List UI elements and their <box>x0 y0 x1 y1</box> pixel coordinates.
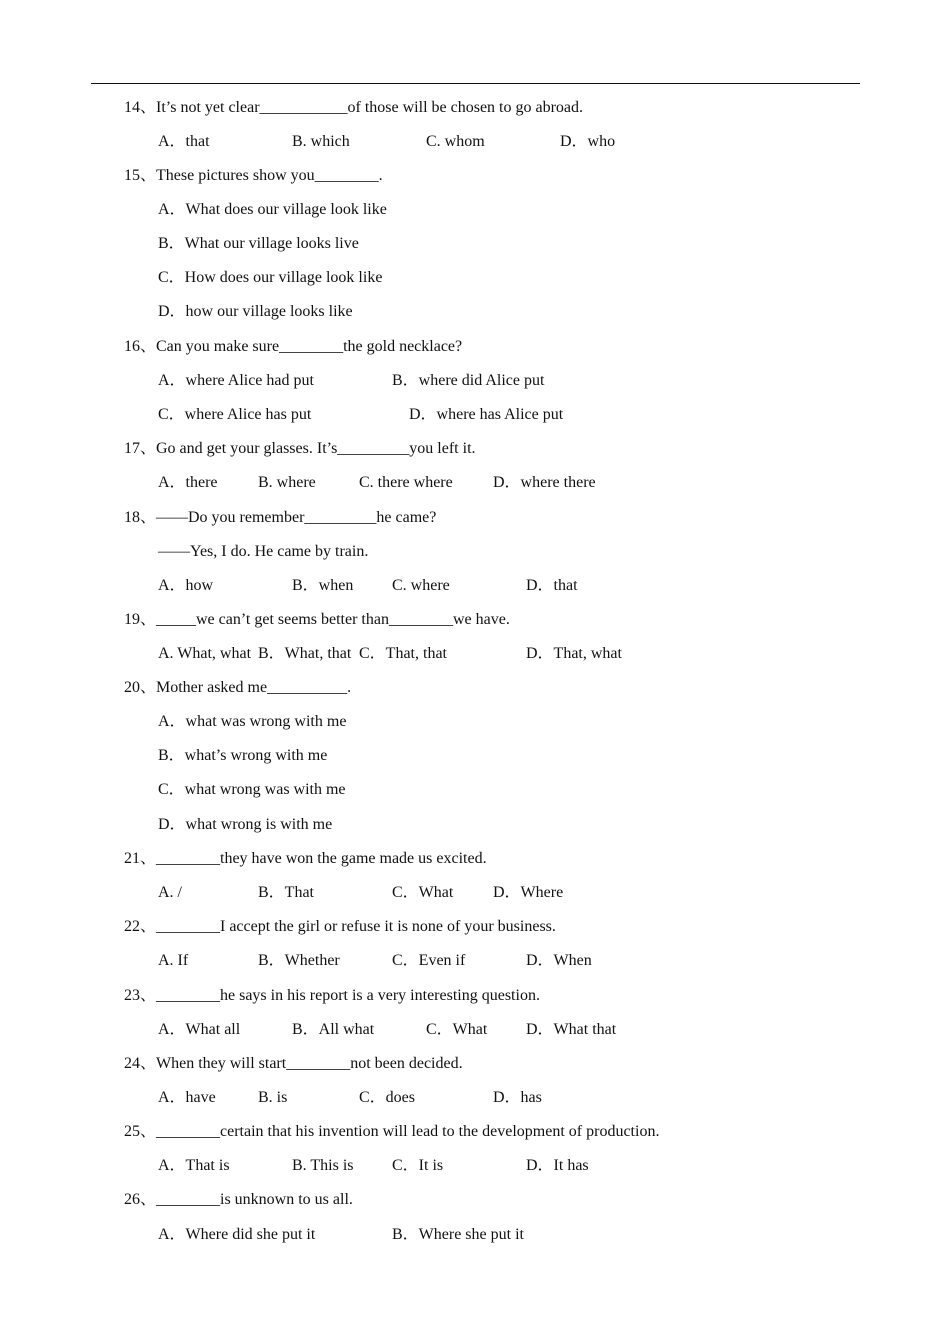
option-22-a: A. If <box>158 952 189 969</box>
option-14-b: B. which <box>292 133 350 150</box>
option-22-d: D．When <box>526 952 592 969</box>
option-17-d: D．where there <box>493 474 596 491</box>
question-14-stem: 14、It’s not yet clear___________of those will be chosen to go abroad. <box>124 99 584 116</box>
option-26-a: A．Where did she put it <box>158 1226 316 1243</box>
option-16-a: A．where Alice had put <box>158 372 314 389</box>
option-24-c: C．does <box>359 1089 416 1106</box>
option-18-d: D．that <box>526 577 578 594</box>
question-23-stem: 23、________he says in his report is a very interesting question. <box>124 987 540 1004</box>
option-23-b: B．All what <box>292 1021 375 1038</box>
question-21-stem: 21、________they have won the game made us excited. <box>124 850 487 867</box>
option-20-c: C．what wrong was with me <box>158 781 346 798</box>
option-16-d: D．where has Alice put <box>409 406 564 423</box>
option-17-a: A．there <box>158 474 218 491</box>
option-21-a: A. / <box>158 884 182 901</box>
option-14-d: D．who <box>560 133 616 150</box>
option-26-b: B．Where she put it <box>392 1226 524 1243</box>
option-22-b: B．Whether <box>258 952 340 969</box>
option-25-b: B. This is <box>292 1157 354 1174</box>
option-15-d: D．how our village looks like <box>158 303 353 320</box>
question-19-stem: 19、_____we can’t get seems better than________we have. <box>124 611 510 628</box>
option-22-c: C．Even if <box>392 952 466 969</box>
option-24-a: A．have <box>158 1089 216 1106</box>
option-20-d: D．what wrong is with me <box>158 816 333 833</box>
option-18-b: B．when <box>292 577 354 594</box>
option-19-b: B．What, that <box>258 645 352 662</box>
option-21-c: C．What <box>392 884 454 901</box>
option-23-a: A．What all <box>158 1021 241 1038</box>
option-17-c: C. there where <box>359 474 453 491</box>
question-18-stem: 18、——Do you remember_________he came? <box>124 509 437 526</box>
question-24-stem: 24、When they will start________not been decided. <box>124 1055 463 1072</box>
option-21-d: D．Where <box>493 884 564 901</box>
option-14-c: C. whom <box>426 133 485 150</box>
option-15-c: C．How does our village look like <box>158 269 383 286</box>
option-17-b: B. where <box>258 474 316 491</box>
header-rule <box>91 83 860 84</box>
option-18-c: C. where <box>392 577 450 594</box>
option-16-c: C．where Alice has put <box>158 406 312 423</box>
option-15-a: A．What does our village look like <box>158 201 387 218</box>
option-25-a: A．That is <box>158 1157 230 1174</box>
option-24-b: B. is <box>258 1089 288 1106</box>
option-18-a: A．how <box>158 577 214 594</box>
option-20-b: B．what’s wrong with me <box>158 747 328 764</box>
option-20-a: A．what was wrong with me <box>158 713 347 730</box>
question-22-stem: 22、________I accept the girl or refuse it is none of your business. <box>124 918 556 935</box>
option-25-d: D．It has <box>526 1157 589 1174</box>
question-18-reply: ——Yes, I do. He came by train. <box>158 543 369 560</box>
option-16-b: B．where did Alice put <box>392 372 545 389</box>
option-21-b: B．That <box>258 884 314 901</box>
question-16-stem: 16、Can you make sure________the gold necklace? <box>124 338 463 355</box>
option-23-c: C．What <box>426 1021 488 1038</box>
option-19-a: A. What, what <box>158 645 252 662</box>
option-25-c: C．It is <box>392 1157 444 1174</box>
question-26-stem: 26、________is unknown to us all. <box>124 1191 353 1208</box>
question-15-stem: 15、These pictures show you________. <box>124 167 383 184</box>
option-15-b: B．What our village looks live <box>158 235 359 252</box>
question-25-stem: 25、________certain that his invention will lead to the development of production. <box>124 1123 660 1140</box>
question-17-stem: 17、Go and get your glasses. It’s_________you left it. <box>124 440 476 457</box>
option-19-c: C．That, that <box>359 645 447 662</box>
option-19-d: D．That, what <box>526 645 622 662</box>
option-24-d: D．has <box>493 1089 542 1106</box>
option-23-d: D．What that <box>526 1021 617 1038</box>
question-20-stem: 20、Mother asked me__________. <box>124 679 352 696</box>
option-14-a: A．that <box>158 133 210 150</box>
